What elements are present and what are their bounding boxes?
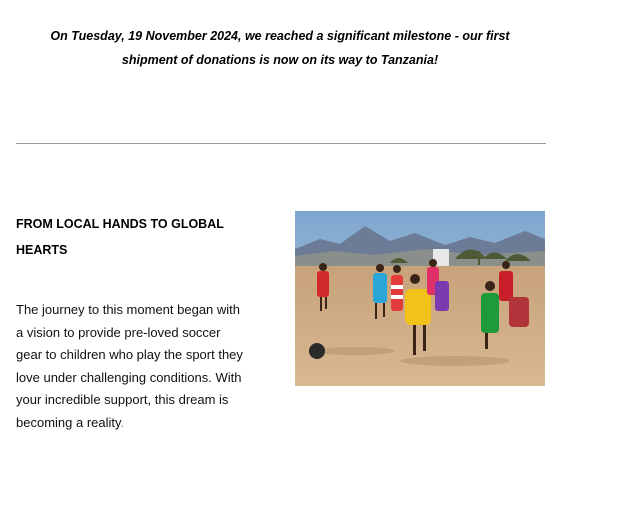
horizontal-divider — [16, 143, 546, 144]
body-line: becoming a reality — [16, 414, 121, 430]
body-line-last — [16, 412, 281, 435]
body-trailing-period: . — [120, 414, 125, 430]
children-playing-soccer-photo — [295, 211, 545, 386]
body-line: a vision to provide pre-loved soccer — [16, 324, 221, 340]
section-heading — [16, 211, 266, 263]
announcement-text — [30, 24, 530, 72]
body-line: The journey to this moment began with — [16, 302, 241, 317]
body-line: love under challenging conditions. With — [16, 369, 242, 385]
body-line: your incredible support, this dream is — [16, 392, 229, 407]
announcement-line-1: On Tuesday, 19 November 2024, we reached a significant milestone - our first — [50, 29, 510, 43]
body-line: gear to children who play the sport they — [16, 347, 243, 362]
section-heading-line-2: HEARTS — [16, 243, 68, 257]
announcement-line-2: shipment of donations is now on its way to Tanzania! — [121, 53, 439, 67]
section-heading-line-1: FROM LOCAL HANDS TO GLOBAL — [16, 217, 224, 231]
section-body-text — [16, 299, 281, 434]
